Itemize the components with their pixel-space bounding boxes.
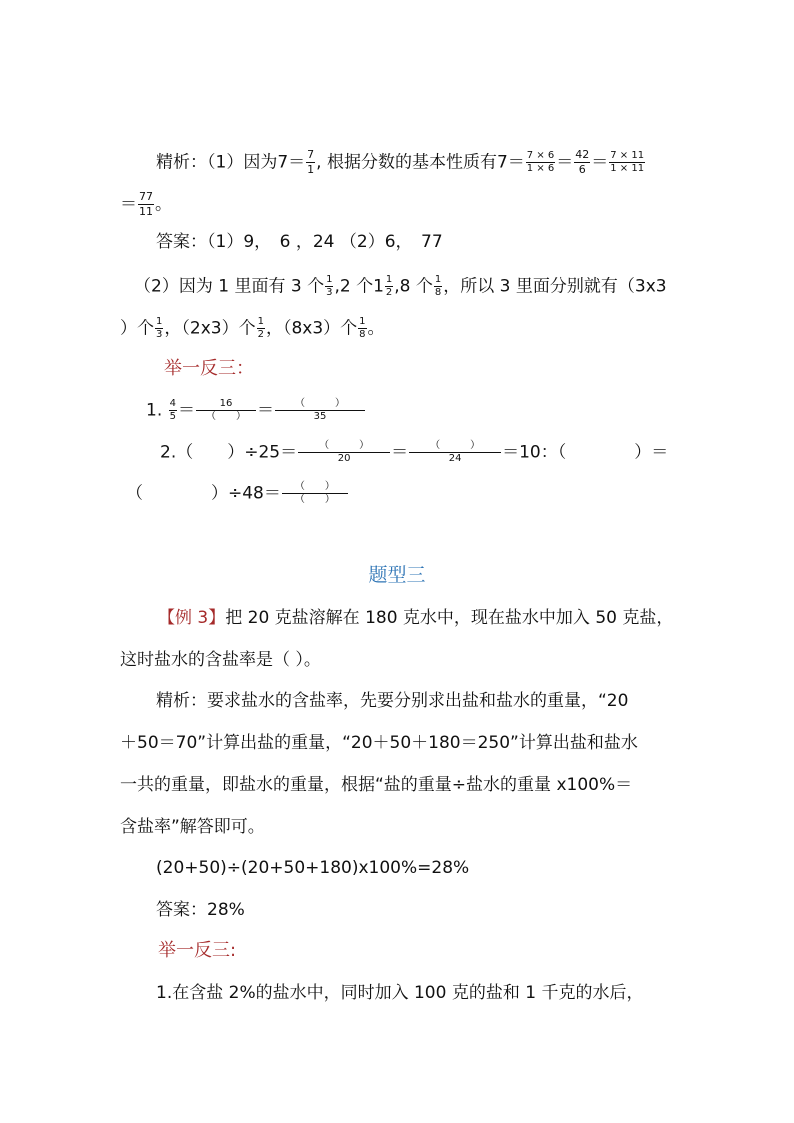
exercise-2-line-1 (160, 440, 668, 465)
denominator: 20 (337, 453, 351, 464)
denominator: 3 (156, 329, 163, 340)
analysis-2-line-1 (134, 274, 667, 299)
denominator: 1 × 6 (526, 163, 555, 174)
numerator: 1 (434, 274, 442, 285)
text-span: 7＝ (277, 152, 306, 173)
fraction (434, 274, 442, 299)
text-span: （ ）÷48＝ (126, 483, 281, 504)
practice-heading-1: 举一反三： (164, 358, 254, 379)
text-span: ,2 个 (334, 276, 374, 297)
denominator: 1 (307, 163, 315, 176)
text-span: ，（2x3）个 (164, 318, 256, 339)
analysis-1-line-1 (156, 148, 646, 177)
text-span: 精析：（1）因为 (156, 152, 278, 173)
numerator: 1 (156, 316, 163, 327)
text-span: ＝ (591, 152, 609, 173)
fraction (609, 150, 645, 175)
numerator: 1 (359, 316, 366, 327)
text-span: ＝ (178, 400, 196, 421)
text-span: , 根据分数的基本性质有 (316, 152, 497, 173)
text-span: 。 (367, 318, 385, 339)
denominator: 8 (359, 329, 366, 340)
fraction (275, 398, 365, 423)
numerator: 7 × 11 (610, 150, 645, 161)
denominator: （ ） (294, 494, 335, 505)
numerator: 77 (139, 190, 153, 203)
denominator: 8 (434, 287, 442, 298)
denominator: 24 (448, 453, 462, 464)
analysis-2-line-2 (120, 316, 385, 341)
text-span: 1 (373, 276, 384, 297)
text-span: 。 (155, 194, 172, 215)
text-span: ）个 (120, 318, 154, 339)
denominator: 35 (313, 411, 327, 422)
exercise-1 (146, 398, 366, 423)
practice-heading-2: 举一反三: (158, 940, 237, 961)
denominator: 1 × 11 (610, 163, 645, 174)
answer-3: 答案：28% (156, 900, 245, 920)
text-span: 【例 3】 (158, 608, 226, 628)
analysis-3-line-2: ＋50＝70”计算出盐的重量，“20＋50＋180＝250”计算出盐和盐水 (120, 733, 638, 753)
numerator: 1 (326, 274, 333, 285)
fraction (409, 440, 501, 465)
answer-1: 答案：（1）9， 6 ，24 （2）6， 77 (156, 232, 443, 252)
fraction (257, 316, 265, 341)
fraction (325, 274, 333, 299)
exercise-2-line-2 (126, 481, 349, 506)
denominator: 6 (578, 163, 586, 176)
text-span: ，（8x3）个 (265, 318, 358, 339)
text-span: ，所以 3 里面分别就有（3x3 (443, 276, 667, 297)
numerator: 1 (385, 274, 393, 285)
numerator: （ ） (298, 440, 390, 453)
text-span: ＝10：（ ）＝ (502, 442, 669, 463)
text-span: 7＝ (496, 152, 525, 173)
fraction (298, 440, 390, 465)
denominator: 2 (385, 287, 393, 298)
text-span: 把 20 克盐溶解在 180 克水中，现在盐水中加入 50 克盐， (225, 608, 674, 628)
numerator: 16 (196, 398, 256, 411)
fraction (306, 148, 315, 177)
fraction (169, 398, 177, 423)
denominator: 3 (326, 287, 333, 298)
fraction (358, 316, 366, 341)
text-span: 2.（ ）÷25＝ (160, 442, 298, 463)
example-3-line-1 (158, 608, 673, 628)
text-span: 1. (146, 400, 163, 421)
fraction (385, 274, 393, 299)
denominator: （ ） (206, 411, 247, 422)
fraction (196, 398, 256, 423)
text-span: ,8 个 (394, 276, 433, 297)
analysis-1-line-2 (120, 190, 172, 219)
numerator: 1 (257, 316, 264, 327)
text-span: （2）因为 1 里面有 3 个 (134, 276, 325, 297)
formula: (20+50)÷(20+50+180)x100%=28% (156, 858, 470, 878)
numerator: 7 (307, 148, 315, 161)
numerator: （ ） (409, 440, 501, 453)
question-1: 1.在含盐 2%的盐水中，同时加入 100 克的盐和 1 千克的水后， (156, 983, 644, 1003)
denominator: 2 (257, 329, 264, 340)
fraction (526, 150, 555, 175)
analysis-3-line-3: 一共的重量，即盐水的重量，根据“盐的重量÷盐水的重量 x100%＝ (120, 775, 633, 795)
example-3-line-2: 这时盐水的含盐率是（ ）。 (120, 650, 321, 670)
analysis-3-line-1: 精析：要求盐水的含盐率，先要分别求出盐和盐水的重量，“20 (156, 691, 629, 711)
numerator: （ ） (275, 398, 365, 411)
fraction (282, 481, 348, 506)
fraction (155, 316, 163, 341)
analysis-3-line-4: 含盐率”解答即可。 (120, 817, 265, 837)
denominator: 11 (139, 205, 153, 218)
text-span: ＝ (257, 400, 275, 421)
text-span: ＝ (120, 194, 137, 215)
text-span: ＝ (391, 442, 409, 463)
numerator: （ ） (282, 481, 348, 494)
numerator: 7 × 6 (526, 150, 555, 161)
numerator: 42 (575, 148, 590, 161)
numerator: 4 (169, 398, 177, 409)
denominator: 5 (169, 411, 177, 422)
fraction (574, 148, 590, 177)
text-span: ＝ (556, 152, 574, 173)
fraction (138, 190, 154, 219)
section-title: 题型三 (368, 564, 426, 586)
